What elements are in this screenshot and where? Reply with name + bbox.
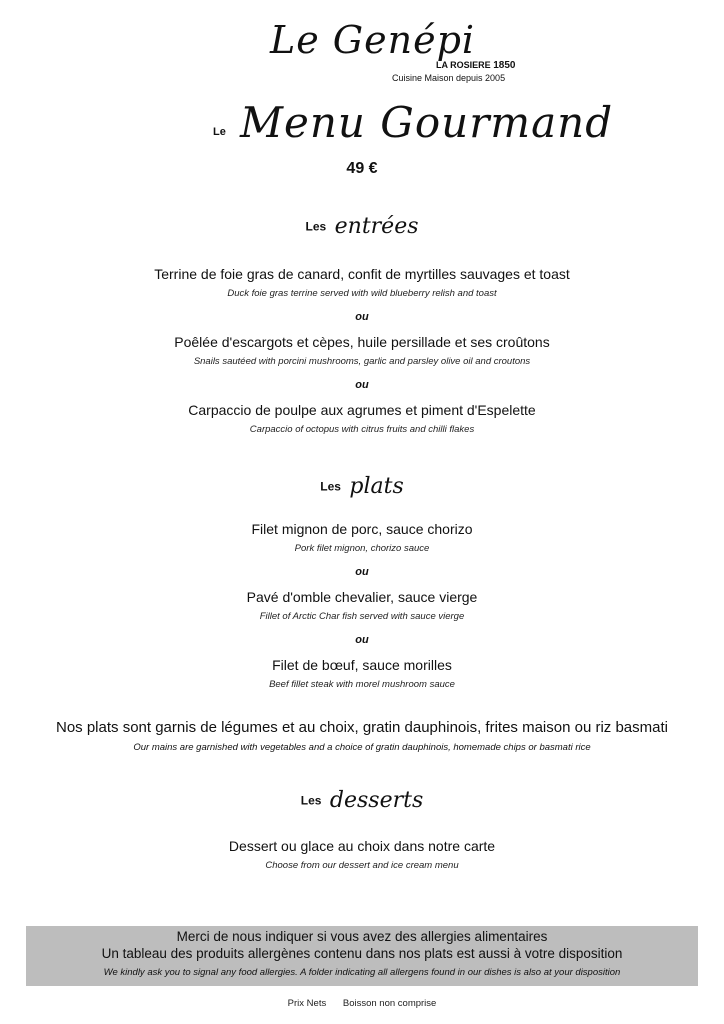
main-1-fr: Filet mignon de porc, sauce chorizo [251, 521, 473, 537]
garnish-note-fr: Nos plats sont garnis de légumes et au choix, gratin dauphinois, frites maison ou riz basmati [56, 719, 668, 736]
section-title: entrées [334, 214, 419, 239]
or-separator: ou [355, 566, 369, 578]
allergy-line-2: Un tableau des produits allergènes contenu dans nos plats est aussi à votre disposition [101, 946, 623, 961]
entree-1-fr: Terrine de foie gras de canard, confit de myrtilles sauvages et toast [154, 266, 570, 282]
section-desserts-heading [0, 788, 724, 813]
menu-price: 49 € [346, 160, 378, 177]
footer [0, 998, 724, 1009]
dessert-1-en: Choose from our dessert and ice cream menu [265, 860, 459, 871]
garnish-note-en: Our mains are garnished with vegetables and a choice of gratin dauphinois, homemade chips or basmati rice [133, 742, 591, 753]
allergy-line-1: Merci de nous indiquer si vous avez des allergies alimentaires [176, 929, 548, 944]
main-2-fr: Pavé d'omble chevalier, sauce vierge [246, 589, 478, 605]
menu-title-prefix: Le [213, 126, 226, 138]
main-3-fr: Filet de bœuf, sauce morilles [272, 657, 452, 673]
menu-title: Menu Gourmand [240, 98, 614, 147]
entree-2-fr: Poêlée d'escargots et cèpes, huile persillade et ses croûtons [174, 334, 550, 350]
entree-1-en: Duck foie gras terrine served with wild blueberry relish and toast [227, 288, 497, 299]
section-plats-heading [0, 474, 724, 499]
allergy-line-3-en: We kindly ask you to signal any food allergies. A folder indicating all allergens found in our dishes is also at your disposition [103, 967, 621, 978]
footer-prices: Prix Nets [287, 998, 327, 1009]
entree-3-en: Carpaccio of octopus with citrus fruits and chilli flakes [249, 424, 475, 435]
section-title: desserts [329, 788, 424, 813]
entree-3-fr: Carpaccio de poulpe aux agrumes et piment d'Espelette [188, 402, 536, 418]
restaurant-logo: Le Genépi [270, 18, 476, 62]
dessert-1-fr: Dessert ou glace au choix dans notre carte [228, 838, 496, 854]
section-prefix: Les [320, 479, 341, 494]
main-2-en: Fillet of Arctic Char fish served with sauce vierge [259, 611, 465, 622]
allergy-notice [26, 926, 698, 986]
or-separator: ou [355, 311, 369, 323]
footer-drinks: Boisson non comprise [342, 998, 437, 1009]
logo-place: LA ROSIERE [436, 60, 491, 70]
entree-2-en: Snails sautéed with porcini mushrooms, garlic and parsley olive oil and croutons [193, 356, 531, 367]
or-separator: ou [355, 634, 369, 646]
main-1-en: Pork filet mignon, chorizo sauce [294, 543, 430, 554]
logo-subline [436, 60, 515, 71]
section-entrees-heading [0, 214, 724, 239]
section-title: plats [349, 474, 404, 499]
or-separator: ou [355, 379, 369, 391]
section-prefix: Les [305, 219, 327, 234]
section-prefix: Les [300, 793, 322, 808]
tagline: Cuisine Maison depuis 2005 [392, 73, 506, 83]
logo-year: 1850 [493, 60, 516, 71]
main-3-en: Beef fillet steak with morel mushroom sauce [269, 679, 455, 690]
